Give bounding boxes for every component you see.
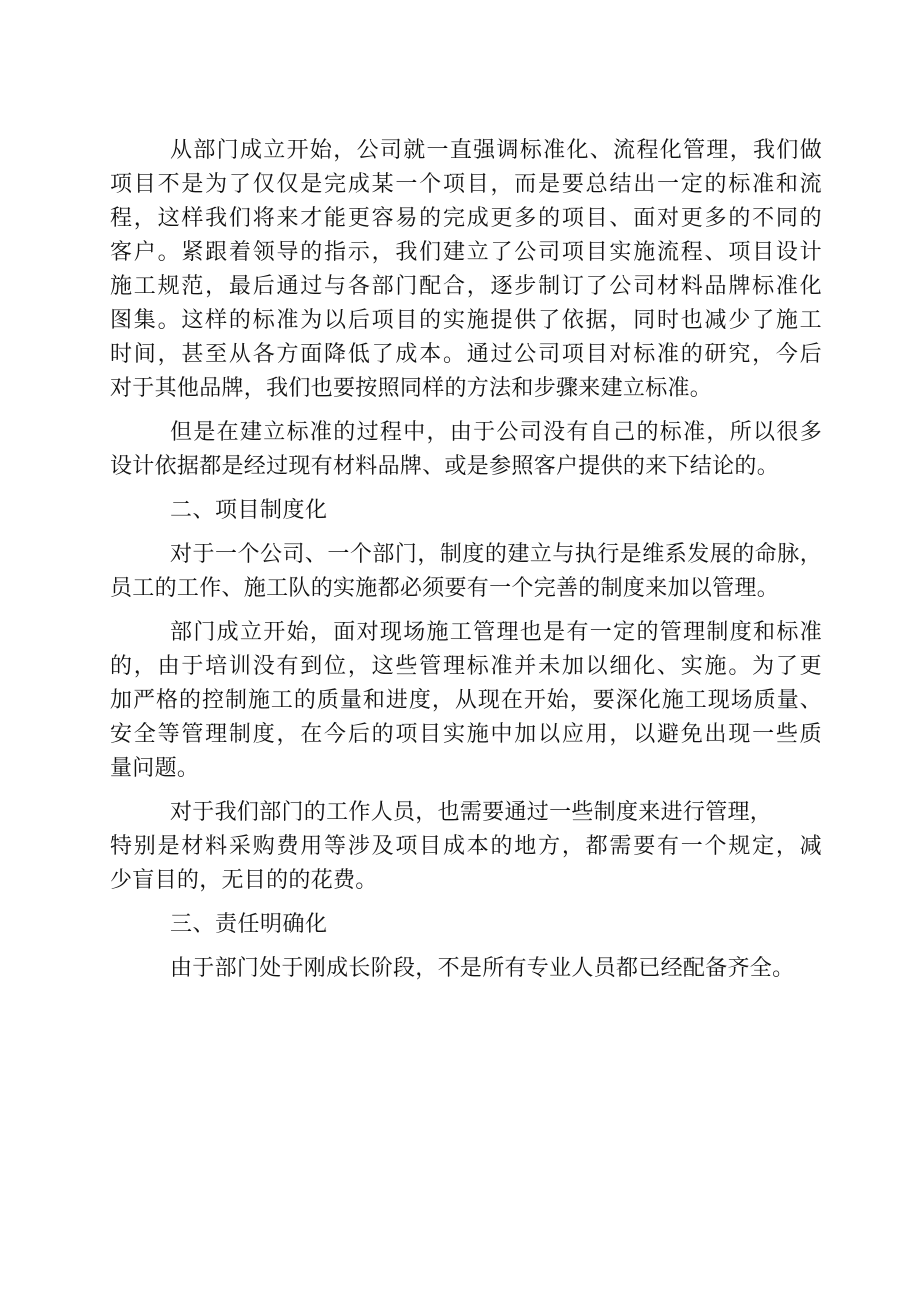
paragraph-staff-management — [110, 796, 822, 898]
paragraph-line: 对于我们部门的工作人员，也需要通过一些制度来进行管理， — [170, 800, 773, 825]
document-body — [110, 134, 822, 986]
paragraph-standardization — [110, 134, 822, 406]
section-heading-project-system: 二、项目制度化 — [170, 498, 328, 523]
paragraph-line: 对于一个公司、一个部门，制度的建立与执行是维系发展的命脉， — [170, 542, 822, 567]
section-heading-responsibility: 三、责任明确化 — [170, 912, 328, 937]
paragraph-standard-basis — [110, 416, 822, 484]
paragraph-line: 加严格的控制施工的质量和进度，从现在开始，要深化施工现场质量、 — [110, 688, 822, 713]
paragraph-line: 项目不是为了仅仅是完成某一个项目，而是要总结出一定的标准和流 — [110, 172, 822, 197]
paragraph-line: 量问题。 — [110, 756, 200, 781]
paragraph-line: 对于其他品牌，我们也要按照同样的方法和步骤来建立标准。 — [110, 376, 713, 401]
paragraph-line: 的，由于培训没有到位，这些管理标准并未加以细化、实施。为了更 — [110, 654, 822, 679]
paragraph-line: 安全等管理制度，在今后的项目实施中加以应用，以避免出现一些质 — [110, 722, 822, 747]
paragraph-line: 施工规范，最后通过与各部门配合，逐步制订了公司材料品牌标准化 — [110, 274, 822, 299]
paragraph-line: 特别是材料采购费用等涉及项目成本的地方，都需要有一个规定，减 — [110, 834, 822, 859]
paragraph-line: 时间，甚至从各方面降低了成本。通过公司项目对标准的研究，今后 — [110, 342, 822, 367]
paragraph-line: 图集。这样的标准为以后项目的实施提供了依据，同时也减少了施工 — [110, 308, 822, 333]
paragraph-line: 但是在建立标准的过程中，由于公司没有自己的标准，所以很多 — [170, 420, 822, 445]
paragraph-line: 设计依据都是经过现有材料品牌、或是参照客户提供的来下结论的。 — [110, 454, 780, 479]
paragraph-system-importance — [110, 538, 822, 606]
paragraph-line: 程，这样我们将来才能更容易的完成更多的项目、面对更多的不同的 — [110, 206, 822, 231]
paragraph-line: 少盲目的，无目的的花费。 — [110, 868, 378, 893]
paragraph-line: 由于部门处于刚成长阶段，不是所有专业人员都已经配备齐全。 — [170, 956, 795, 981]
paragraph-department-stage — [110, 952, 822, 986]
paragraph-site-management — [110, 616, 822, 786]
paragraph-line: 员工的工作、施工队的实施都必须要有一个完善的制度来加以管理。 — [110, 576, 780, 601]
paragraph-line: 客户。紧跟着领导的指示，我们建立了公司项目实施流程、项目设计 — [110, 240, 822, 265]
paragraph-line: 从部门成立开始，公司就一直强调标准化、流程化管理，我们做 — [170, 138, 822, 163]
paragraph-line: 部门成立开始，面对现场施工管理也是有一定的管理制度和标准 — [170, 620, 822, 645]
